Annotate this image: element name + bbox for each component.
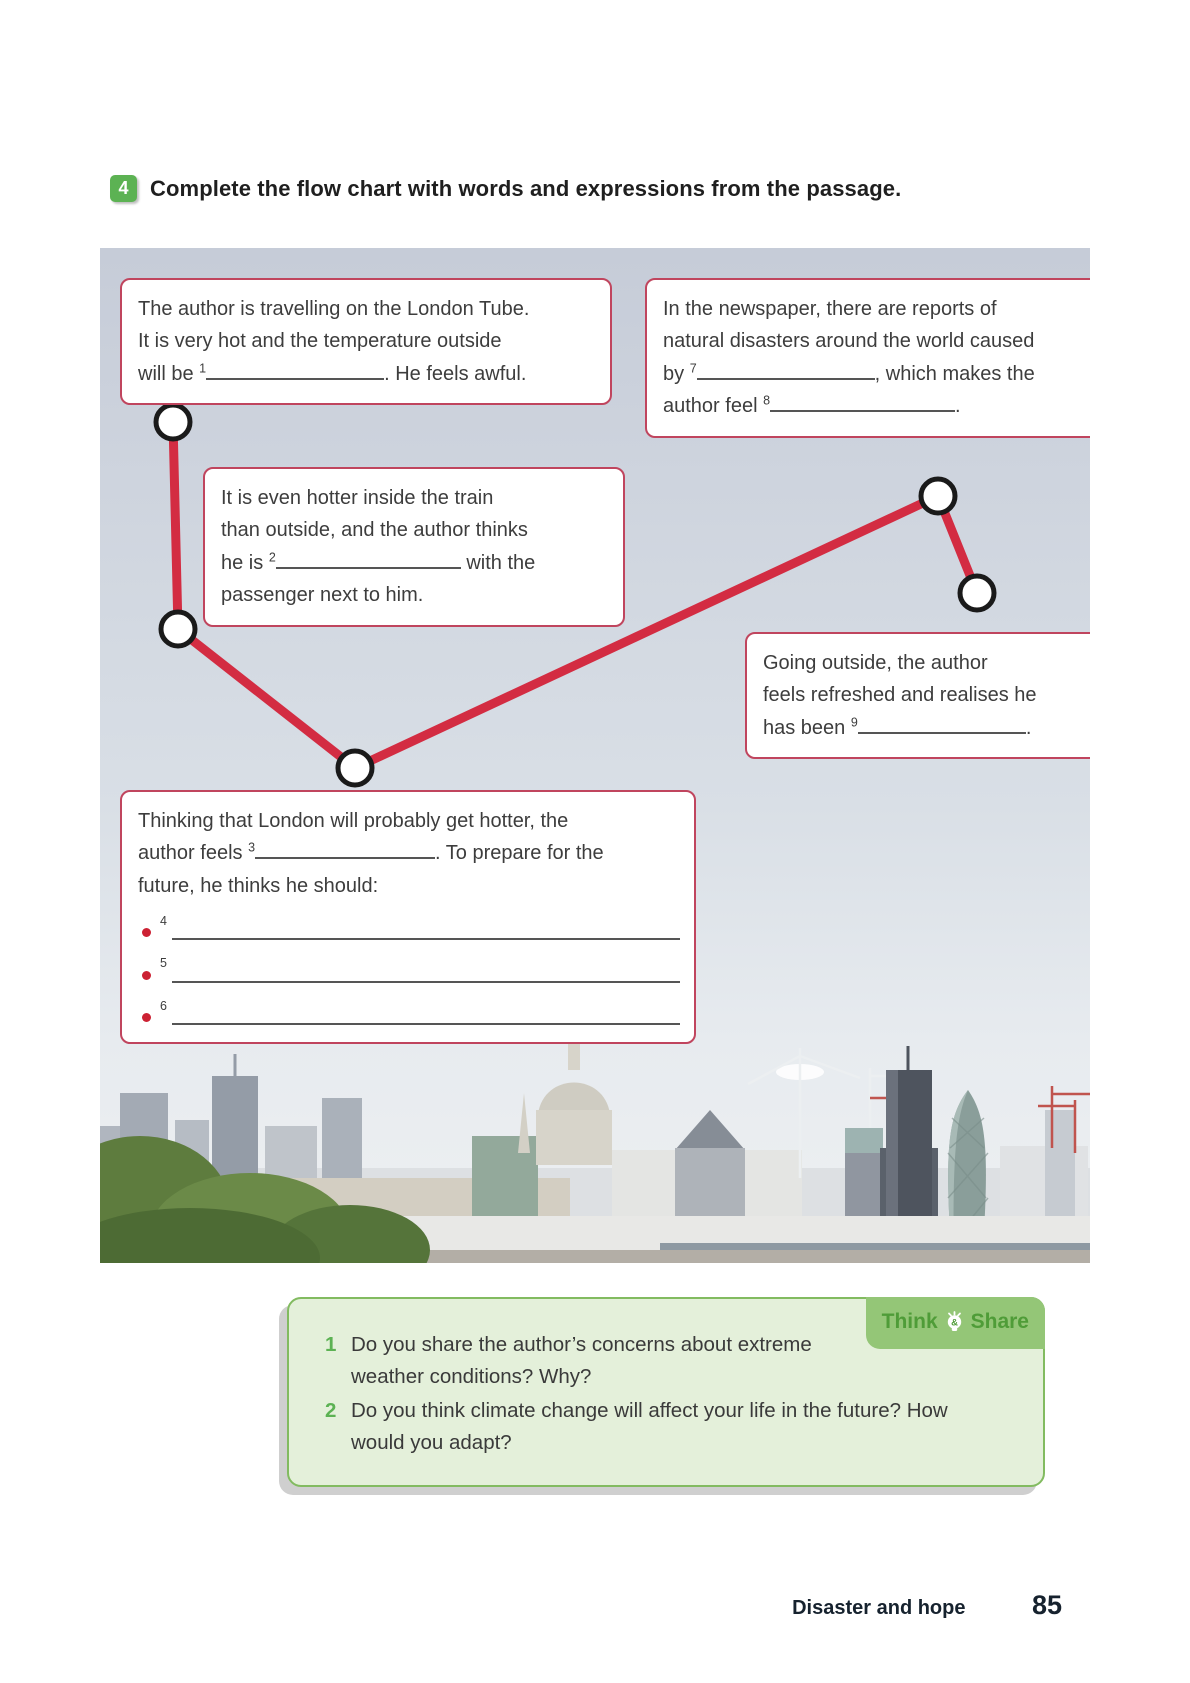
flowchart-panel (100, 248, 1090, 1263)
blank-number: 1 (199, 361, 207, 376)
share-label: Share (970, 1310, 1029, 1333)
bullet-dot-icon (142, 971, 151, 980)
think-label: Think (881, 1310, 938, 1333)
question-number: 2 (325, 1398, 337, 1422)
blank-number: 8 (763, 393, 771, 408)
bullet-item-5 (142, 953, 680, 986)
exercise-instruction: Complete the flow chart with words and expressions from the passage. (150, 175, 902, 201)
blank-number: 9 (850, 715, 858, 730)
blank-line (697, 361, 875, 380)
unit-title: Disaster and hope (792, 1597, 966, 1619)
question-number: 1 (325, 1333, 337, 1356)
blank-line (858, 715, 1026, 734)
flow-box-london-hotter-text: Thinking that London will probably get hotter, the author feels $^3$ . To prepare for the future, he thinks he should: (138, 810, 604, 897)
blank-line (255, 840, 435, 859)
question-text: Do you share the author’s concerns about extreme weather conditions? Why? (351, 1333, 812, 1388)
blank-line (172, 1022, 680, 1025)
lightbulb-icon (945, 1311, 964, 1333)
blank-line (276, 550, 461, 569)
blank-number: 3 (248, 840, 256, 855)
think-question-2 (325, 1395, 1025, 1459)
page-footer (0, 1590, 1062, 1621)
exercise-heading (110, 175, 901, 202)
bullet-item-4 (142, 911, 680, 944)
bullet-number: 4 (160, 914, 167, 929)
blank-line (172, 937, 680, 940)
flow-box-newspaper: In the newspaper, there are reports of natural disasters around the world caused by $^7$ , which makes the author feel $^8$ . (645, 278, 1090, 438)
flow-box-tube: The author is travelling on the London Tube. It is very hot and the temperature outside will be $^1$ . He feels awful. (120, 278, 612, 405)
flow-box-going-outside: Going outside, the author feels refreshed and realises he has been $^9$ . (745, 632, 1090, 759)
flow-box-london-hotter (120, 790, 696, 1044)
blank-line (770, 393, 955, 412)
bullet-dot-icon (142, 928, 151, 937)
think-share-badge (866, 1297, 1045, 1349)
page-number: 85 (1031, 1590, 1062, 1620)
question-text: Do you think climate change will affect your life in the future? How would you adapt? (351, 1398, 948, 1454)
flow-box-inside-train: It is even hotter inside the train than outside, and the author thinks he is $^2$ with the passenger next to him. (203, 467, 625, 627)
think-share-box (287, 1297, 1045, 1487)
blank-line (172, 980, 680, 983)
bullet-number: 6 (160, 998, 167, 1013)
ampersand-glyph: & (950, 1317, 958, 1329)
blank-number: 7 (689, 361, 697, 376)
blank-line (206, 361, 384, 380)
bullet-number: 5 (160, 956, 167, 971)
bullet-item-6 (142, 996, 680, 1029)
blank-number: 2 (268, 550, 276, 565)
bullet-dot-icon (142, 1013, 151, 1022)
exercise-number-badge: 4 (110, 175, 137, 202)
